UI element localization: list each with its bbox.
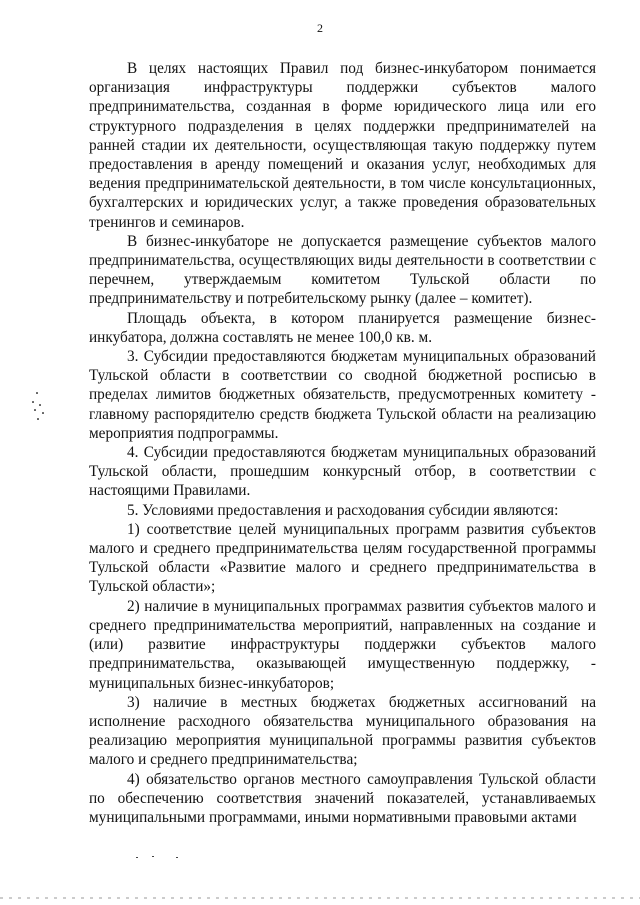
paragraph-condition-4: 4) обязательство органов местного самоуправления Тульской области по обеспечению соответствия значений показателей, устанавливаемых муниципальными программами, иными нормативными правовыми актами bbox=[89, 770, 596, 826]
paragraph-item-3: 3. Субсидии предоставляются бюджетам муниципальных образований Тульской области в соответствии со сводной бюджетной росписью в пределах лимитов бюджетных обязательств, предусмотренных комитету - главному распорядителю средств бюджета Тульской области на реализацию мероприятия подпрограммы. bbox=[89, 348, 596, 442]
paragraph-condition-1: 1) соответствие целей муниципальных программ развития субъектов малого и среднего предпринимательства целям государственной программы Тульской области «Развитие малого и среднего предпринимательства в Тульской области»; bbox=[89, 520, 596, 596]
paragraph-condition-3: 3) наличие в местных бюджетах бюджетных ассигнований на исполнение расходного обязательства муниципального образования на реализацию мероприятия муниципальной программы развития субъектов малого и среднего предпринимательства; bbox=[89, 693, 596, 769]
scan-edge-line bbox=[0, 897, 640, 899]
scan-artifact-marks bbox=[30, 392, 50, 422]
page-number: 2 bbox=[317, 21, 323, 35]
paragraph-area-requirement: Площадь объекта, в котором планируется размещение бизнес-инкубатора, должна составлять не менее 100,0 кв. м. bbox=[89, 309, 596, 346]
body-text bbox=[89, 59, 596, 827]
paragraph-condition-2: 2) наличие в муниципальных программах развития субъектов малого и среднего предпринимательства мероприятий, направленных на создание и (или) развитие инфраструктуры поддержки субъектов малого предпринимательства, оказывающей имущественную поддержку, - муниципальных бизнес-инкубаторов; bbox=[89, 597, 596, 692]
scan-artifact-bottom bbox=[136, 856, 196, 860]
paragraph-business-incubator-definition: В целях настоящих Правил под бизнес-инкубатором понимается организация инфраструктуры поддержки субъектов малого предпринимательства, созданная в форме юридического лица или его структурного подразделения в целях поддержки предпринимателей на ранней стадии их деятельности, осуществляющая такую поддержку путем предоставления в аренду помещений и оказания услуг, необходимых для ведения предпринимательской деятельности, в том числе консультационных, бухгалтерских и юридических услуг, а также проведения образовательных тренингов и семинаров. bbox=[89, 60, 596, 231]
paragraph-item-5: 5. Условиями предоставления и расходования субсидии являются: bbox=[127, 501, 559, 519]
paragraph-item-4: 4. Субсидии предоставляются бюджетам муниципальных образований Тульской области, прошедшим конкурсный отбор, в соответствии с настоящими Правилами. bbox=[89, 444, 596, 500]
paragraph-placement-restriction: В бизнес-инкубаторе не допускается размещение субъектов малого предпринимательства, осуществляющих виды деятельности в соответствии с перечнем, утверждаемым комитетом Тульской области по предпринимательству и потребительскому рынку (далее – комитет). bbox=[89, 232, 596, 308]
